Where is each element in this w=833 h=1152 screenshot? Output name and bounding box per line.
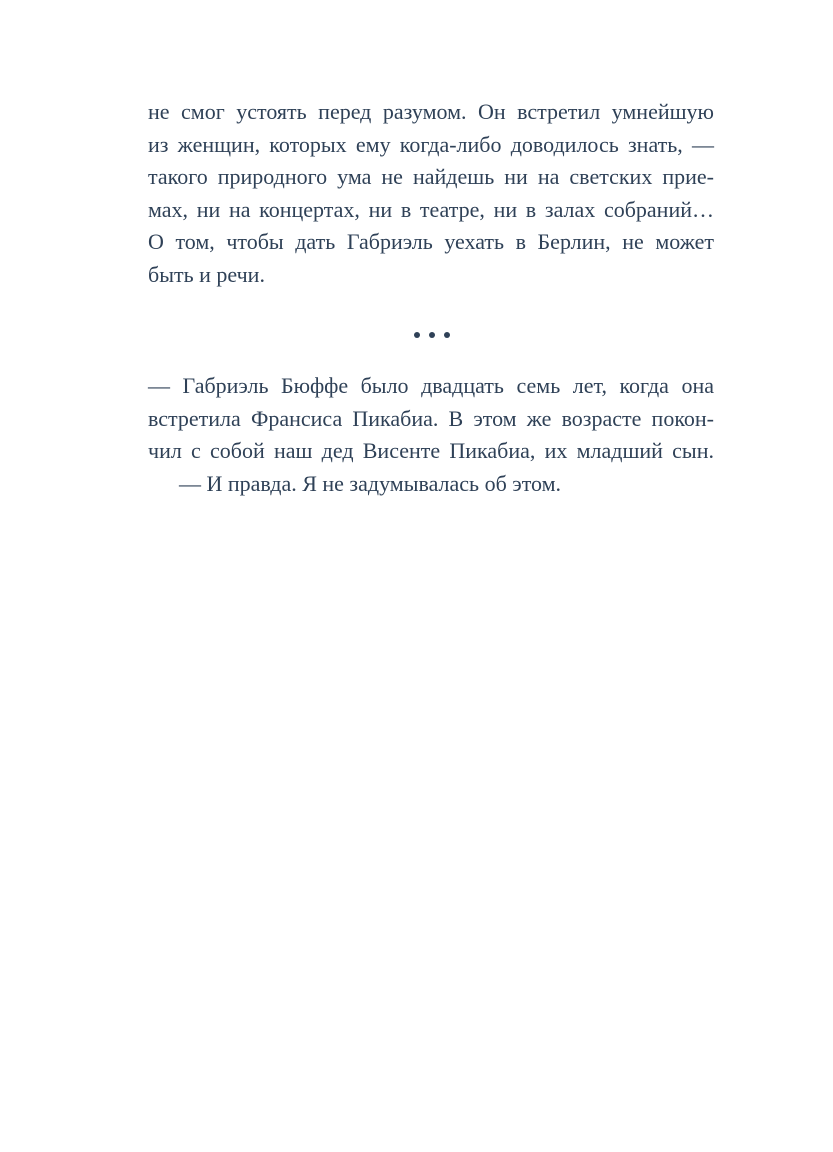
text-line: встретила Франсиса Пикабиа. В этом же возрасте покон- — [148, 405, 714, 431]
text-line: — И правда. Я не задумывалась об этом. — [179, 470, 562, 496]
page-body — [148, 96, 714, 500]
text-line: такого природного ума не найдешь ни на светских прие- — [148, 164, 714, 189]
section-separator — [148, 331, 714, 339]
paragraph-1 — [148, 96, 714, 291]
text-line: О том, чтобы дать Габриэль уехать в Берлин, не может — [148, 229, 714, 254]
text-line: быть и речи. — [148, 261, 265, 287]
text-line: не смог устоять перед разумом. Он встретил умнейшую — [148, 99, 714, 124]
text-line: — Габриэль Бюффе было двадцать семь лет, когда она — [148, 373, 714, 398]
separator-dot-icon — [429, 332, 435, 338]
separator-dot-icon — [414, 332, 420, 338]
text-line: мах, ни на концертах, ни в театре, ни в залах собраний… — [148, 196, 714, 222]
paragraph-2 — [148, 370, 714, 468]
separator-dot-icon — [444, 332, 450, 338]
text-line: из женщин, которых ему когда-либо доводилось знать, — — [148, 131, 714, 157]
paragraph-3 — [148, 468, 714, 501]
text-line: чил с собой наш дед Висенте Пикабиа, их младший сын. — [148, 438, 714, 463]
